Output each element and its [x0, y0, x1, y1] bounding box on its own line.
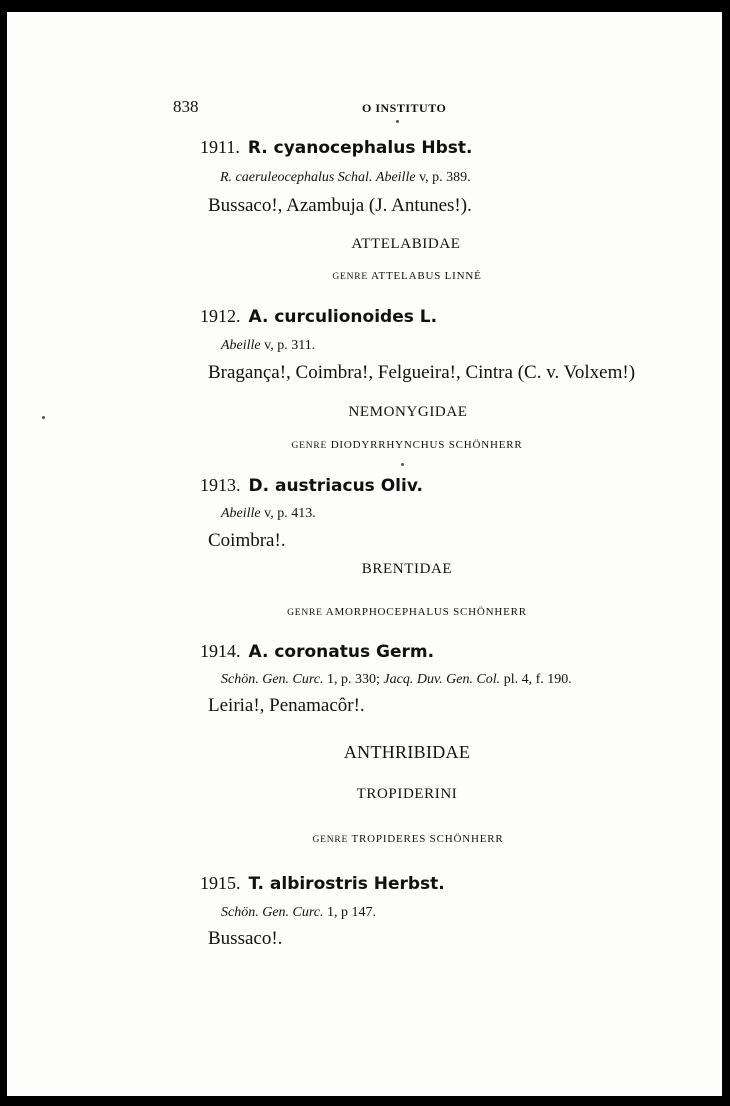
- running-head: O INSTITUTO: [362, 101, 447, 115]
- page-number: 838: [173, 97, 199, 116]
- genus-name: AMORPHOCEPHALUS SCHÖNHERR: [325, 606, 527, 618]
- species-name: R. cyanocephalus Hbst.: [247, 138, 473, 158]
- print-speck: [396, 120, 399, 123]
- species-heading-1915: [200, 873, 445, 894]
- family-heading-brentidae: BRENTIDAE: [361, 561, 453, 577]
- species-number: 1915.: [200, 873, 241, 893]
- species-locality-1914: Leiria!, Penamacôr!.: [208, 695, 365, 716]
- reference-page: 1, p 147.: [327, 905, 377, 920]
- species-number: 1914.: [200, 641, 241, 661]
- family-heading-anthribidae: ANTHRIBIDAE: [343, 742, 471, 762]
- species-reference-1915: [221, 905, 376, 921]
- genus-heading-diodyrrhynchus: [291, 439, 522, 451]
- reference-source: Abeille: [221, 506, 261, 521]
- genre-label: GENRE: [332, 272, 369, 282]
- species-heading-1914: [200, 641, 434, 662]
- species-number: 1912.: [200, 306, 241, 326]
- genre-label: GENRE: [312, 835, 349, 845]
- genus-name: DIODYRRHYNCHUS SCHÖNHERR: [330, 439, 523, 451]
- print-speck: [401, 463, 404, 466]
- species-name: A. curculionoides L.: [248, 307, 438, 327]
- species-reference-1911: [220, 170, 471, 186]
- genus-heading-amorphocephalus: [287, 606, 527, 618]
- reference-source: Schön. Gen. Curc.: [221, 672, 324, 687]
- species-number: 1913.: [200, 475, 241, 495]
- reference-source-2: Jacq. Duv. Gen. Col.: [383, 672, 501, 687]
- species-locality-1915: Bussaco!.: [208, 928, 283, 949]
- reference-page: 1, p. 330;: [327, 672, 380, 687]
- genre-label: GENRE: [287, 608, 323, 618]
- genus-name: ATTELABUS LINNÉ: [370, 270, 482, 282]
- species-locality-1913: Coimbra!.: [208, 530, 286, 551]
- reference-source: Schön. Gen. Curc.: [221, 905, 324, 920]
- species-reference-1912: [221, 338, 315, 354]
- genus-name: TROPIDERES SCHÖNHERR: [351, 833, 504, 845]
- family-heading-attelabidae: ATTELABIDAE: [351, 236, 461, 252]
- species-name: A. coronatus Germ.: [248, 642, 435, 662]
- reference-plate: pl. 4, f. 190.: [503, 672, 572, 687]
- reference-source: Abeille: [375, 170, 416, 185]
- species-locality-1912: Bragança!, Coimbra!, Felgueira!, Cintra (C. v. Volxem!): [208, 362, 636, 383]
- genus-heading-tropideres: [312, 833, 503, 845]
- species-reference-1913: [221, 506, 316, 522]
- reference-source: Abeille: [221, 338, 261, 353]
- genre-label: GENRE: [291, 441, 328, 451]
- genus-heading-attelabus: [332, 270, 481, 282]
- reference-page: v, p. 389.: [419, 170, 471, 185]
- species-name: T. albirostris Herbst.: [248, 874, 445, 894]
- tribe-heading-tropiderini: TROPIDERINI: [356, 786, 458, 802]
- reference-synonym: R. caeruleocephalus Schal.: [220, 170, 373, 185]
- species-heading-1912: [200, 306, 437, 327]
- species-locality-1911: Bussaco!, Azambuja (J. Antunes!).: [208, 195, 472, 216]
- species-heading-1913: [200, 475, 423, 496]
- reference-page: v, p. 311.: [264, 338, 316, 353]
- species-heading-1911: [200, 137, 472, 158]
- family-heading-nemonygidae: NEMONYGIDAE: [348, 404, 468, 420]
- reference-page: v, p. 413.: [264, 506, 316, 521]
- species-name: D. austriacus Oliv.: [248, 476, 423, 496]
- print-speck: [42, 416, 45, 419]
- species-reference-1914: [221, 672, 572, 688]
- species-number: 1911.: [200, 137, 240, 157]
